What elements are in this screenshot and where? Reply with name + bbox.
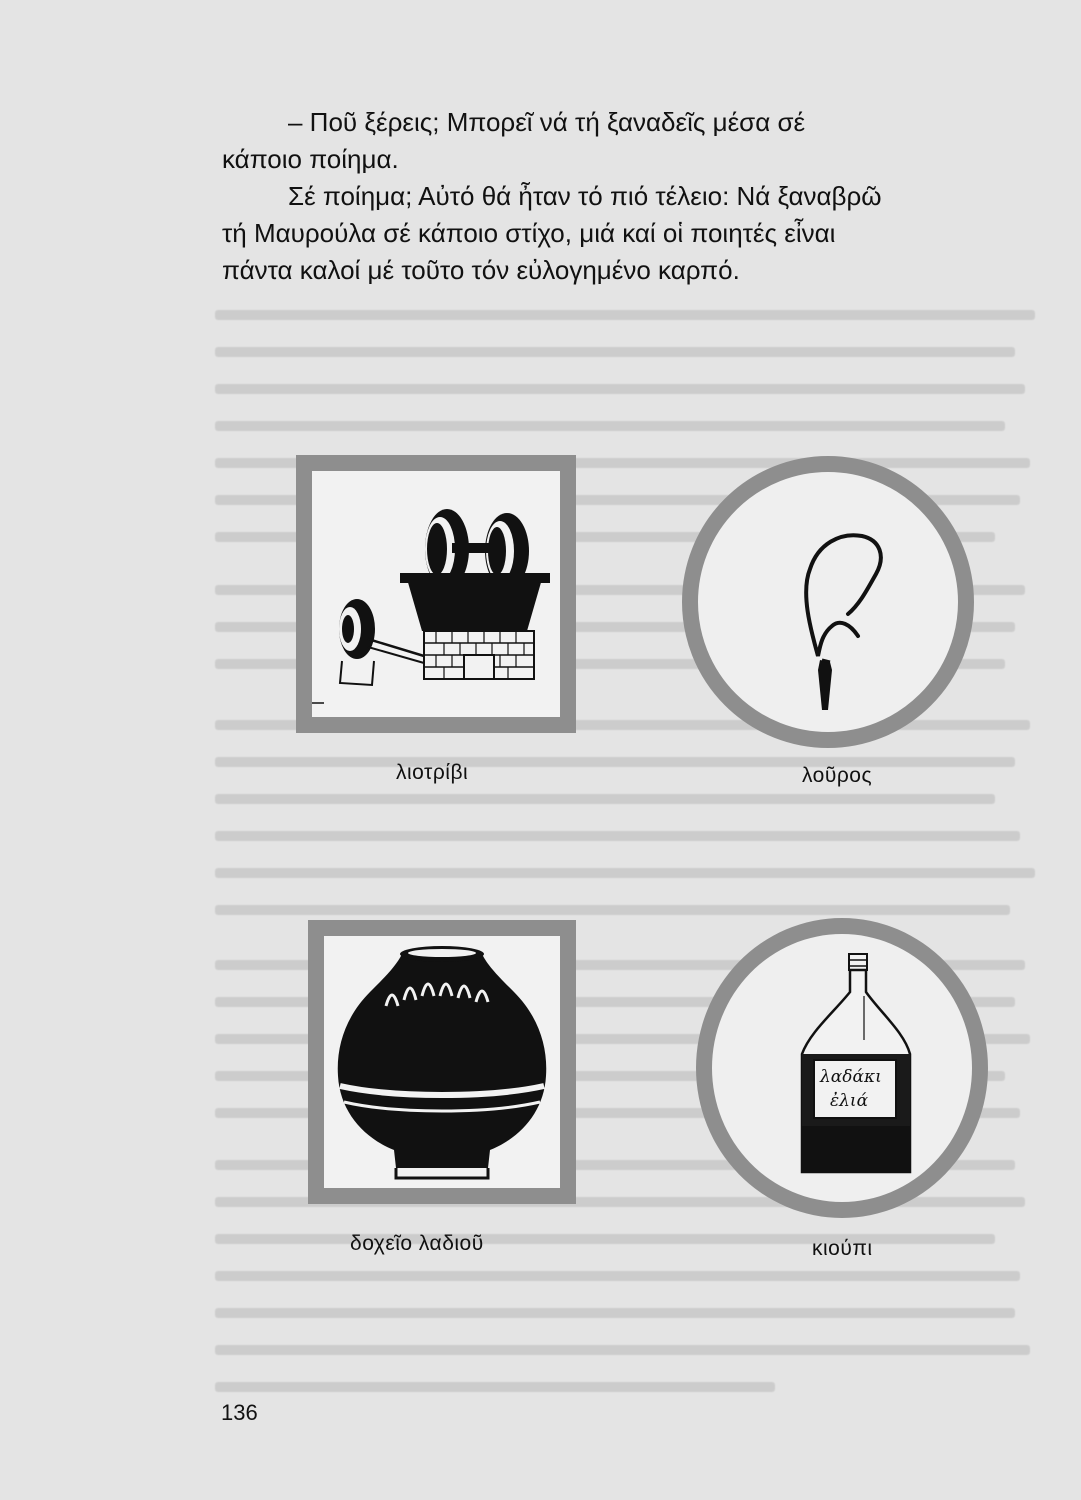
bottle-label-text: ἐλιά xyxy=(830,1091,869,1111)
main-text xyxy=(222,104,1068,289)
oil-bottle-icon xyxy=(714,936,970,1200)
paragraph-line: πάντα καλοί μέ τοῦτο τόν εὐλογημένο καρπό. xyxy=(222,255,740,285)
illustration-caption: δοχεῖο λαδιοῦ xyxy=(350,1232,484,1255)
paragraph-line: – Ποῦ ξέρεις; Μπορεῖ νά τή ξαναδεῖς μέσα σέ xyxy=(288,107,806,137)
paragraph-dialogue xyxy=(222,104,1068,178)
paragraph-reply xyxy=(222,178,1068,289)
whip-icon xyxy=(700,474,956,730)
paragraph-line: Σέ ποίημα; Αὐτό θά ἦταν τό πιό τέλειο: Νά ξαναβρῶ xyxy=(288,181,882,211)
paragraph-line: τή Μαυρούλα σέ κάποιο στίχο, μιά καί οἱ ποιητές εἶναι xyxy=(222,218,836,248)
oil-jar-icon xyxy=(324,936,560,1188)
paragraph-line: κάποιο ποίημα. xyxy=(222,144,399,174)
olive-mill-icon xyxy=(312,471,560,717)
illustration-caption: κιούπι xyxy=(812,1237,873,1260)
illustration-caption: λιοτρίβι xyxy=(396,761,469,784)
page-number: 136 xyxy=(221,1400,258,1425)
bottle-label-text: λαδάκι xyxy=(820,1067,882,1087)
illustration-caption: λοῦρος xyxy=(802,764,873,787)
